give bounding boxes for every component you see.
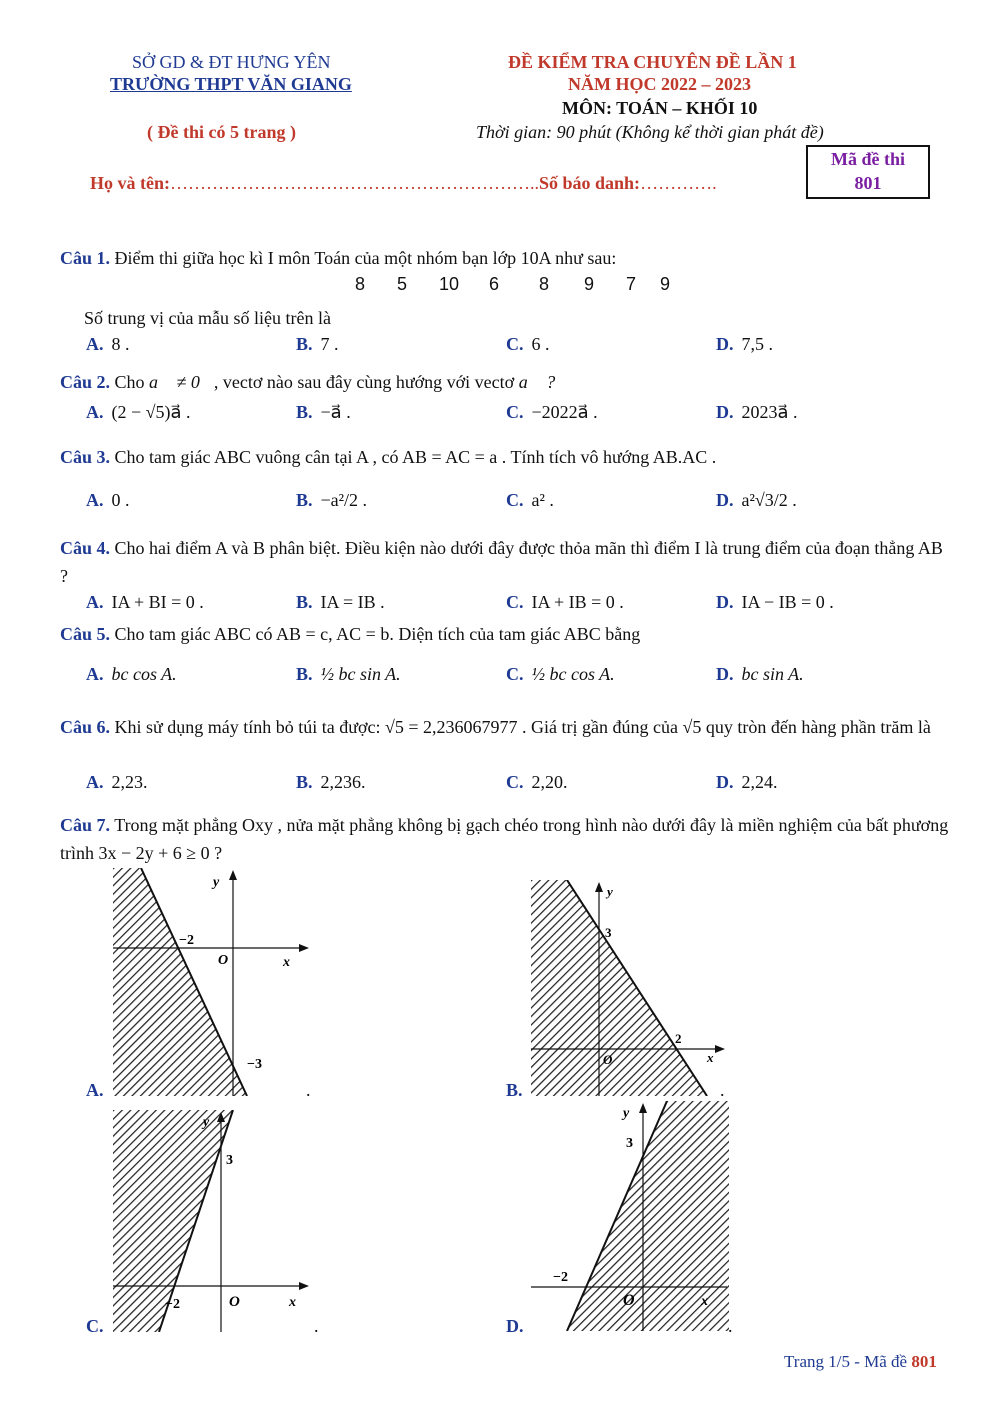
student-name-row xyxy=(90,173,717,194)
q7-option-b-letter[interactable] xyxy=(506,1080,531,1101)
q6-option-d[interactable] xyxy=(716,772,778,793)
y-arrow-icon xyxy=(639,1103,647,1113)
q3-option-c[interactable] xyxy=(506,490,554,511)
x-arrow-icon xyxy=(715,1045,725,1053)
option-letter: D. xyxy=(716,664,734,684)
x-label: x xyxy=(707,1050,714,1065)
score: 5 xyxy=(397,274,408,294)
name-dots: …………………………………………………….. xyxy=(170,173,539,193)
q4-label: Câu 4. xyxy=(60,538,111,558)
y-label: y xyxy=(213,875,220,890)
y-arrow-icon xyxy=(229,870,237,880)
q5-label: Câu 5. xyxy=(60,624,111,644)
tick-label: 3 xyxy=(605,925,612,940)
pages-note: ( Đề thi có 5 trang ) xyxy=(147,122,296,142)
q4-text: Cho hai điểm A và B phân biệt. Điều kiện nào dưới đây được thỏa mãn thì điểm I là trung điểm của đoạn thẳng AB ? xyxy=(60,538,943,586)
tick-label: −3 xyxy=(247,1057,262,1072)
q7-text: Trong mặt phẳng Oxy , nửa mặt phẳng không bị gạch chéo trong hình nào dưới đây là miền nghiệm của bất phương trình 3x − 2y + 6 ≥ 0 ? xyxy=(60,815,949,863)
y-arrow-icon xyxy=(595,882,603,892)
q3-label: Câu 3. xyxy=(60,447,111,467)
x-arrow-icon xyxy=(299,944,309,952)
q6-option-b[interactable] xyxy=(296,772,366,793)
school-name: TRƯỜNG THPT VĂN GIANG xyxy=(110,74,352,94)
q2-mid: , vectơ nào sau đây cùng hướng với vectơ xyxy=(213,372,515,392)
exam-code-label: Mã đề thi xyxy=(831,149,905,169)
option-text: (2 − √5)a⃗ . xyxy=(111,402,191,422)
option-letter: A. xyxy=(86,664,104,684)
q7-option-a-letter[interactable] xyxy=(86,1080,112,1101)
graph-a[interactable] xyxy=(113,868,313,1096)
name-label: Họ và tên: xyxy=(90,173,170,193)
option-text: −a²/2 . xyxy=(320,490,368,510)
question-3 xyxy=(60,443,950,471)
option-letter: C. xyxy=(86,1316,104,1336)
q4-option-d[interactable] xyxy=(716,592,834,613)
option-text: 8 . xyxy=(111,334,130,354)
x-label: x xyxy=(283,955,290,970)
dot: . xyxy=(728,1316,733,1336)
question-6 xyxy=(60,713,950,741)
score: 8 xyxy=(539,274,550,294)
question-1 xyxy=(60,244,950,272)
option-letter: D. xyxy=(506,1316,524,1336)
origin-label: O xyxy=(603,1052,613,1067)
y-label: y xyxy=(607,884,613,899)
option-letter: C. xyxy=(506,402,524,422)
q3-text: Cho tam giác ABC vuông cân tại A , có AB = AC = a . Tính tích vô hướng AB.AC . xyxy=(114,447,717,467)
option-letter: D. xyxy=(716,334,734,354)
option-text: IA = IB . xyxy=(320,592,385,612)
tick-label: −2 xyxy=(553,1270,568,1285)
origin-label: O xyxy=(218,953,229,968)
option-text: bc cos A. xyxy=(111,664,177,684)
option-text: 2,20. xyxy=(531,772,568,792)
option-text: IA + BI = 0 . xyxy=(111,592,204,612)
tick-label: −2 xyxy=(165,1297,180,1312)
score: 10 xyxy=(439,274,460,294)
option-letter: D. xyxy=(716,402,734,422)
option-letter: B. xyxy=(506,1080,523,1100)
footer-text: Trang 1/5 - Mã đề xyxy=(784,1352,908,1371)
option-letter: D. xyxy=(716,592,734,612)
q3-option-d[interactable] xyxy=(716,490,797,511)
graph-b[interactable] xyxy=(531,880,727,1096)
q5-option-d[interactable] xyxy=(716,664,804,685)
option-letter: C. xyxy=(506,334,524,354)
footer xyxy=(784,1352,937,1372)
q4-option-c[interactable] xyxy=(506,592,624,613)
q6-option-a[interactable] xyxy=(86,772,148,793)
q1-scores xyxy=(355,274,680,295)
exam-title: ĐỀ KIỂM TRA CHUYÊN ĐỀ LẦN 1 xyxy=(508,52,797,72)
tick-label: 3 xyxy=(226,1153,233,1168)
school-year: NĂM HỌC 2022 – 2023 xyxy=(568,74,751,94)
option-letter: B. xyxy=(296,334,313,354)
option-letter: C. xyxy=(506,490,524,510)
option-letter: B. xyxy=(296,772,313,792)
q1-text: Điểm thi giữa học kì I môn Toán của một nhóm bạn lớp 10A như sau: xyxy=(114,248,617,268)
q6-option-c[interactable] xyxy=(506,772,568,793)
option-letter: C. xyxy=(506,664,524,684)
question-5 xyxy=(60,620,950,648)
option-letter: D. xyxy=(716,772,734,792)
option-text: IA + IB = 0 . xyxy=(531,592,624,612)
option-letter: B. xyxy=(296,402,313,422)
option-text: 6 . xyxy=(531,334,550,354)
id-label: Số báo danh: xyxy=(539,173,641,193)
q2-pre: Cho xyxy=(114,372,145,392)
tick-label: −2 xyxy=(179,933,194,948)
origin-label: O xyxy=(229,1294,240,1310)
option-letter: B. xyxy=(296,664,313,684)
department: SỞ GD & ĐT HƯNG YÊN xyxy=(132,52,331,72)
hatched-region xyxy=(113,868,247,1096)
option-letter: A. xyxy=(86,490,104,510)
q1-option-b[interactable] xyxy=(296,334,339,355)
q1-label: Câu 1. xyxy=(60,248,111,268)
option-text: 2,24. xyxy=(741,772,778,792)
q2-condition: a⃗ ≠ 0⃗ xyxy=(149,372,214,392)
option-letter: A. xyxy=(86,334,104,354)
x-label: x xyxy=(289,1295,296,1310)
option-text: IA − IB = 0 . xyxy=(741,592,834,612)
graph-c[interactable] xyxy=(113,1110,313,1332)
exam-code-value: 801 xyxy=(854,173,882,193)
q5-option-a[interactable] xyxy=(86,664,177,685)
option-letter: A. xyxy=(86,402,104,422)
q5-text: Cho tam giác ABC có AB = c, AC = b. Diện tích của tam giác ABC bằng xyxy=(114,624,641,644)
dot: . xyxy=(306,1080,311,1100)
question-2 xyxy=(60,368,950,396)
q7-option-c-letter[interactable] xyxy=(86,1316,112,1337)
option-letter: A. xyxy=(86,592,104,612)
option-text: −2022a⃗ . xyxy=(531,402,598,422)
option-text: 7 . xyxy=(320,334,339,354)
option-letter: C. xyxy=(506,592,524,612)
dot: . xyxy=(314,1316,319,1336)
x-arrow-icon xyxy=(299,1282,309,1290)
option-text: 2,236. xyxy=(320,772,366,792)
option-text: ½ bc sin A. xyxy=(320,664,401,684)
score: 7 xyxy=(626,274,637,294)
q3-option-a[interactable] xyxy=(86,490,130,511)
q4-option-b[interactable] xyxy=(296,592,385,613)
x-label: x xyxy=(701,1294,708,1309)
option-letter: C. xyxy=(506,772,524,792)
score: 9 xyxy=(660,274,671,294)
q1-option-a[interactable] xyxy=(86,334,130,355)
option-letter: B. xyxy=(296,592,313,612)
option-letter: A. xyxy=(86,772,104,792)
exam-time: Thời gian: 90 phút (Không kể thời gian phát đề) xyxy=(476,122,824,142)
y-label: y xyxy=(623,1106,630,1121)
question-7 xyxy=(60,811,950,867)
q2-option-b[interactable] xyxy=(296,402,351,423)
score: 8 xyxy=(355,274,366,294)
q5-option-b[interactable] xyxy=(296,664,401,685)
q2-option-a[interactable] xyxy=(86,402,191,423)
q3-option-b[interactable] xyxy=(296,490,367,511)
origin-label: O xyxy=(623,1292,635,1309)
q2-vector: a⃗ ? xyxy=(518,372,556,392)
dot: . xyxy=(720,1080,725,1100)
question-4 xyxy=(60,534,950,590)
footer-code: 801 xyxy=(911,1352,937,1371)
tick-label: 3 xyxy=(626,1136,633,1151)
q6-text: Khi sử dụng máy tính bỏ túi ta được: √5 = 2,236067977 . Giá trị gần đúng của √5 quy tròn đến hàng phần trăm là xyxy=(114,717,931,737)
tick-label: 2 xyxy=(675,1031,682,1046)
subject: MÔN: TOÁN – KHỐI 10 xyxy=(562,98,758,118)
q2-option-d[interactable] xyxy=(716,402,798,423)
q1-text2: Số trung vị của mẫu số liệu trên là xyxy=(84,308,331,328)
option-text: 2023a⃗ . xyxy=(741,402,798,422)
score: 9 xyxy=(584,274,595,294)
option-letter: A. xyxy=(86,1080,104,1100)
option-text: a²√3/2 . xyxy=(741,490,797,510)
q6-label: Câu 6. xyxy=(60,717,111,737)
score: 6 xyxy=(489,274,500,294)
q1-option-d[interactable] xyxy=(716,334,773,355)
option-letter: D. xyxy=(716,490,734,510)
exam-code-box xyxy=(806,145,930,199)
hatched-region xyxy=(531,880,707,1096)
q2-label: Câu 2. xyxy=(60,372,111,392)
option-text: ½ bc cos A. xyxy=(531,664,615,684)
q2-option-c[interactable] xyxy=(506,402,598,423)
y-label: y xyxy=(203,1115,210,1130)
option-text: bc sin A. xyxy=(741,664,804,684)
option-text: −a⃗ . xyxy=(320,402,351,422)
q7-label: Câu 7. xyxy=(60,815,111,835)
id-dots: …………. xyxy=(640,173,717,193)
q7-option-d-letter[interactable] xyxy=(506,1316,532,1337)
option-text: 2,23. xyxy=(111,772,148,792)
graph-d[interactable] xyxy=(531,1101,729,1331)
option-text: a² . xyxy=(531,490,554,510)
option-text: 0 . xyxy=(111,490,130,510)
q4-option-a[interactable] xyxy=(86,592,204,613)
q5-option-c[interactable] xyxy=(506,664,615,685)
q1-option-c[interactable] xyxy=(506,334,550,355)
option-letter: B. xyxy=(296,490,313,510)
option-text: 7,5 . xyxy=(741,334,773,354)
